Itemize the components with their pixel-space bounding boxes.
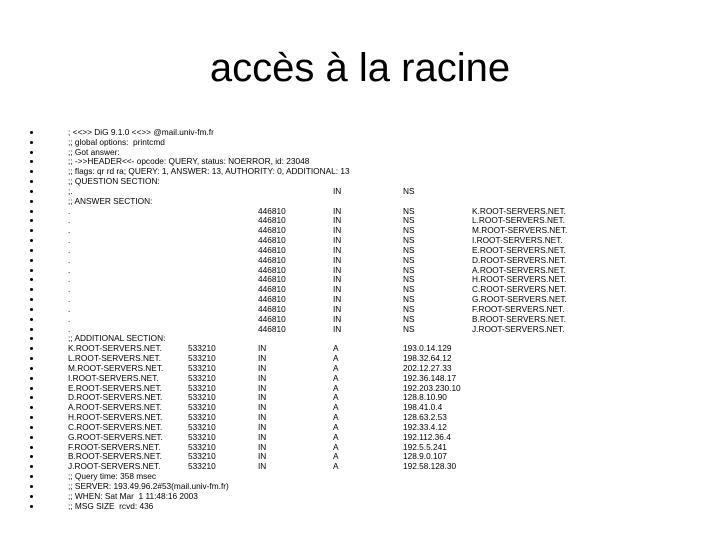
line-label: ;; flags: qr rd ra; QUERY: 1, ANSWER: 13, AUTHORITY: 0, ADDITIONAL: 13 [68, 166, 350, 177]
type-cell: NS [403, 323, 415, 334]
output-line [0, 255, 720, 265]
data-cell: J.ROOT-SERVERS.NET. [472, 323, 565, 334]
data-cell: D.ROOT-SERVERS.NET. [472, 254, 567, 265]
output-line [0, 333, 720, 343]
output-line [0, 501, 720, 511]
type-cell: NS [403, 254, 415, 265]
bullet-icon [30, 160, 33, 163]
class-cell: IN [258, 353, 267, 364]
line-label: ;. [68, 185, 73, 196]
type-cell: NS [403, 313, 415, 324]
data-cell: 202.12.27.33 [403, 362, 452, 373]
bullet-icon [30, 377, 33, 380]
class-cell: IN [258, 402, 267, 413]
type-cell: A [333, 412, 339, 423]
ttl-cell: 533210 [188, 392, 216, 403]
output-line [0, 363, 720, 373]
output-line [0, 412, 720, 422]
ttl-cell: 533210 [188, 461, 216, 472]
data-cell: 192.203.230.10 [403, 382, 461, 393]
class-cell: IN [333, 284, 342, 295]
data-cell: 192.112.36.4 [403, 431, 451, 442]
line-label: B.ROOT-SERVERS.NET. [68, 451, 162, 462]
data-cell: I.ROOT-SERVERS.NET. [472, 235, 563, 246]
data-cell: K.ROOT-SERVERS.NET. [472, 205, 566, 216]
bullet-icon [30, 308, 33, 311]
line-label: H.ROOT-SERVERS.NET. [68, 412, 163, 423]
data-cell: 128.8.10.90 [403, 392, 447, 403]
bullet-icon [30, 416, 33, 419]
class-cell: IN [333, 274, 342, 285]
bullet-icon [30, 485, 33, 488]
type-cell: A [333, 441, 339, 452]
class-cell: IN [258, 362, 267, 373]
data-cell: A.ROOT-SERVERS.NET. [472, 264, 566, 275]
output-line [0, 392, 720, 402]
bullet-icon [30, 337, 33, 340]
data-cell: F.ROOT-SERVERS.NET. [472, 303, 565, 314]
bullet-icon [30, 141, 33, 144]
line-label: ;; MSG SIZE rcvd: 436 [68, 500, 154, 511]
ttl-cell: 533210 [188, 343, 216, 354]
output-line [0, 196, 720, 206]
type-cell: A [333, 343, 339, 354]
data-cell: C.ROOT-SERVERS.NET. [472, 284, 567, 295]
output-line [0, 147, 720, 157]
line-label: C.ROOT-SERVERS.NET. [68, 421, 163, 432]
output-line [0, 442, 720, 452]
ttl-cell: 446810 [258, 284, 286, 295]
line-label: . [68, 244, 71, 255]
bullet-icon [30, 475, 33, 478]
bullet-icon [30, 200, 33, 203]
data-cell: G.ROOT-SERVERS.NET. [472, 294, 567, 305]
line-label: . [68, 254, 71, 265]
bullet-icon [30, 190, 33, 193]
ttl-cell: 446810 [258, 274, 286, 285]
line-label: J.ROOT-SERVERS.NET. [68, 461, 161, 472]
bullet-icon [30, 239, 33, 242]
data-cell: 192.36.148.17 [403, 372, 457, 383]
class-cell: IN [333, 205, 342, 216]
output-line [0, 225, 720, 235]
line-label: E.ROOT-SERVERS.NET. [68, 382, 162, 393]
bullet-icon [30, 406, 33, 409]
line-label: I.ROOT-SERVERS.NET. [68, 372, 159, 383]
line-label: . [68, 313, 71, 324]
data-cell: 192.5.5.241 [403, 441, 447, 452]
data-cell: B.ROOT-SERVERS.NET. [472, 313, 566, 324]
class-cell: IN [333, 244, 342, 255]
line-label: ;; QUESTION SECTION: [68, 176, 160, 187]
class-cell: IN [333, 225, 342, 236]
output-line [0, 206, 720, 216]
data-cell: 192.33.4.12 [403, 421, 447, 432]
bullet-icon [30, 131, 33, 134]
type-cell: NS [403, 264, 415, 275]
line-label: ;; global options: printcmd [68, 136, 165, 147]
bullet-icon [30, 151, 33, 154]
line-label: M.ROOT-SERVERS.NET. [68, 362, 164, 373]
type-cell: A [333, 362, 339, 373]
ttl-cell: 446810 [258, 244, 286, 255]
ttl-cell: 446810 [258, 313, 286, 324]
line-label: . [68, 264, 71, 275]
bullet-icon [30, 219, 33, 222]
type-cell: A [333, 353, 339, 364]
bullet-icon [30, 387, 33, 390]
line-label: . [68, 274, 71, 285]
type-cell: A [333, 451, 339, 462]
output-line [0, 353, 720, 363]
class-cell: IN [258, 441, 267, 452]
type-cell: A [333, 431, 339, 442]
line-label: ;; WHEN: Sat Mar 1 11:48:16 2003 [68, 490, 198, 501]
bullet-icon [30, 357, 33, 360]
ttl-cell: 533210 [188, 412, 216, 423]
type-cell: NS [403, 274, 415, 285]
type-cell: A [333, 382, 339, 393]
bullet-icon [30, 298, 33, 301]
class-cell: IN [333, 303, 342, 314]
class-cell: IN [333, 264, 342, 275]
bullet-icon [30, 396, 33, 399]
output-line [0, 235, 720, 245]
data-cell: M.ROOT-SERVERS.NET. [472, 225, 568, 236]
output-line [0, 491, 720, 501]
ttl-cell: 446810 [258, 264, 286, 275]
class-cell: IN [258, 461, 267, 472]
data-cell: L.ROOT-SERVERS.NET. [472, 215, 565, 226]
type-cell: A [333, 402, 339, 413]
output-line [0, 343, 720, 353]
data-cell: E.ROOT-SERVERS.NET. [472, 244, 566, 255]
output-line [0, 451, 720, 461]
type-cell: A [333, 392, 339, 403]
bullet-icon [30, 495, 33, 498]
output-line [0, 137, 720, 147]
type-cell: NS [403, 185, 415, 196]
bullet-icon [30, 259, 33, 262]
data-cell: H.ROOT-SERVERS.NET. [472, 274, 567, 285]
output-line [0, 294, 720, 304]
class-cell: IN [258, 451, 267, 462]
output-line [0, 422, 720, 432]
bullet-icon [30, 455, 33, 458]
class-cell: IN [258, 372, 267, 383]
output-line [0, 471, 720, 481]
line-label: . [68, 235, 71, 246]
class-cell: IN [258, 343, 267, 354]
output-line [0, 461, 720, 471]
ttl-cell: 533210 [188, 402, 216, 413]
ttl-cell: 446810 [258, 225, 286, 236]
bullet-icon [30, 426, 33, 429]
line-label: . [68, 294, 71, 305]
bullet-icon [30, 278, 33, 281]
line-label: ; <<>> DiG 9.1.0 <<>> @mail.univ-fm.fr [68, 127, 214, 137]
bullet-icon [30, 465, 33, 468]
ttl-cell: 446810 [258, 254, 286, 265]
class-cell: IN [333, 215, 342, 226]
type-cell: NS [403, 235, 415, 246]
line-label: ;; Query time: 358 msec [68, 471, 157, 482]
ttl-cell: 446810 [258, 323, 286, 334]
ttl-cell: 533210 [188, 372, 216, 383]
ttl-cell: 446810 [258, 294, 286, 305]
type-cell: NS [403, 294, 415, 305]
type-cell: NS [403, 225, 415, 236]
data-cell: 128.9.0.107 [403, 451, 447, 462]
type-cell: A [333, 421, 339, 432]
ttl-cell: 533210 [188, 362, 216, 373]
class-cell: IN [258, 382, 267, 393]
data-cell: 128.63.2.53 [403, 412, 447, 423]
output-line [0, 127, 720, 137]
class-cell: IN [258, 421, 267, 432]
line-label: ;; ->>HEADER<<- opcode: QUERY, status: NOERROR, id: 23048 [68, 156, 310, 167]
line-label: . [68, 225, 71, 236]
bullet-icon [30, 210, 33, 213]
ttl-cell: 446810 [258, 215, 286, 226]
type-cell: NS [403, 205, 415, 216]
ttl-cell: 533210 [188, 421, 216, 432]
data-cell: 192.58.128.30 [403, 461, 457, 472]
output-line [0, 304, 720, 314]
ttl-cell: 446810 [258, 205, 286, 216]
class-cell: IN [333, 313, 342, 324]
bullet-icon [30, 180, 33, 183]
type-cell: NS [403, 303, 415, 314]
ttl-cell: 533210 [188, 451, 216, 462]
line-label: G.ROOT-SERVERS.NET. [68, 431, 163, 442]
output-line [0, 176, 720, 186]
bullet-icon [30, 288, 33, 291]
line-label: F.ROOT-SERVERS.NET. [68, 441, 161, 452]
bullet-icon [30, 229, 33, 232]
ttl-cell: 533210 [188, 441, 216, 452]
page-title: accès à la racine [209, 46, 511, 90]
ttl-cell: 533210 [188, 431, 216, 442]
line-label: . [68, 215, 71, 226]
output-line [0, 324, 720, 334]
output-line [0, 383, 720, 393]
line-label: K.ROOT-SERVERS.NET. [68, 343, 162, 354]
line-label: . [68, 284, 71, 295]
line-label: L.ROOT-SERVERS.NET. [68, 353, 161, 364]
output-line [0, 432, 720, 442]
line-label: . [68, 205, 71, 216]
class-cell: IN [258, 431, 267, 442]
type-cell: NS [403, 284, 415, 295]
line-label: ;; SERVER: 193.49.96.2#53(mail.univ-fm.fr) [68, 480, 229, 491]
class-cell: IN [333, 294, 342, 305]
class-cell: IN [333, 185, 342, 196]
output-line [0, 284, 720, 294]
line-label: ;; ADDITIONAL SECTION: [68, 333, 166, 344]
output-line [0, 481, 720, 491]
output-line [0, 265, 720, 275]
type-cell: NS [403, 215, 415, 226]
class-cell: IN [333, 323, 342, 334]
bullet-icon [30, 170, 33, 173]
data-cell: 193.0.14.129 [403, 343, 452, 354]
type-cell: A [333, 461, 339, 472]
output-line [0, 402, 720, 412]
ttl-cell: 533210 [188, 382, 216, 393]
line-label: . [68, 303, 71, 314]
bullet-icon [30, 328, 33, 331]
ttl-cell: 446810 [258, 303, 286, 314]
line-label: A.ROOT-SERVERS.NET. [68, 402, 162, 413]
line-label: ;; ANSWER SECTION: [68, 195, 153, 206]
data-cell: 198.32.64.12 [403, 353, 452, 364]
bullet-icon [30, 347, 33, 350]
output-line [0, 156, 720, 166]
bullet-icon [30, 318, 33, 321]
bullet-icon [30, 436, 33, 439]
output-line [0, 166, 720, 176]
class-cell: IN [258, 412, 267, 423]
data-cell: 198.41.0.4 [403, 402, 443, 413]
bullet-icon [30, 446, 33, 449]
line-label: . [68, 323, 71, 334]
output-line [0, 186, 720, 196]
class-cell: IN [333, 254, 342, 265]
bullet-icon [30, 367, 33, 370]
type-cell: A [333, 372, 339, 383]
class-cell: IN [333, 235, 342, 246]
output-line [0, 314, 720, 324]
line-label: D.ROOT-SERVERS.NET. [68, 392, 163, 403]
bullet-icon [30, 505, 33, 508]
ttl-cell: 446810 [258, 235, 286, 246]
output-line [0, 373, 720, 383]
type-cell: NS [403, 244, 415, 255]
line-label: ;; Got answer: [68, 146, 120, 157]
output-line [0, 245, 720, 255]
bullet-icon [30, 269, 33, 272]
bullet-icon [30, 249, 33, 252]
output-line [0, 274, 720, 284]
output-line [0, 215, 720, 225]
class-cell: IN [258, 392, 267, 403]
ttl-cell: 533210 [188, 353, 216, 364]
